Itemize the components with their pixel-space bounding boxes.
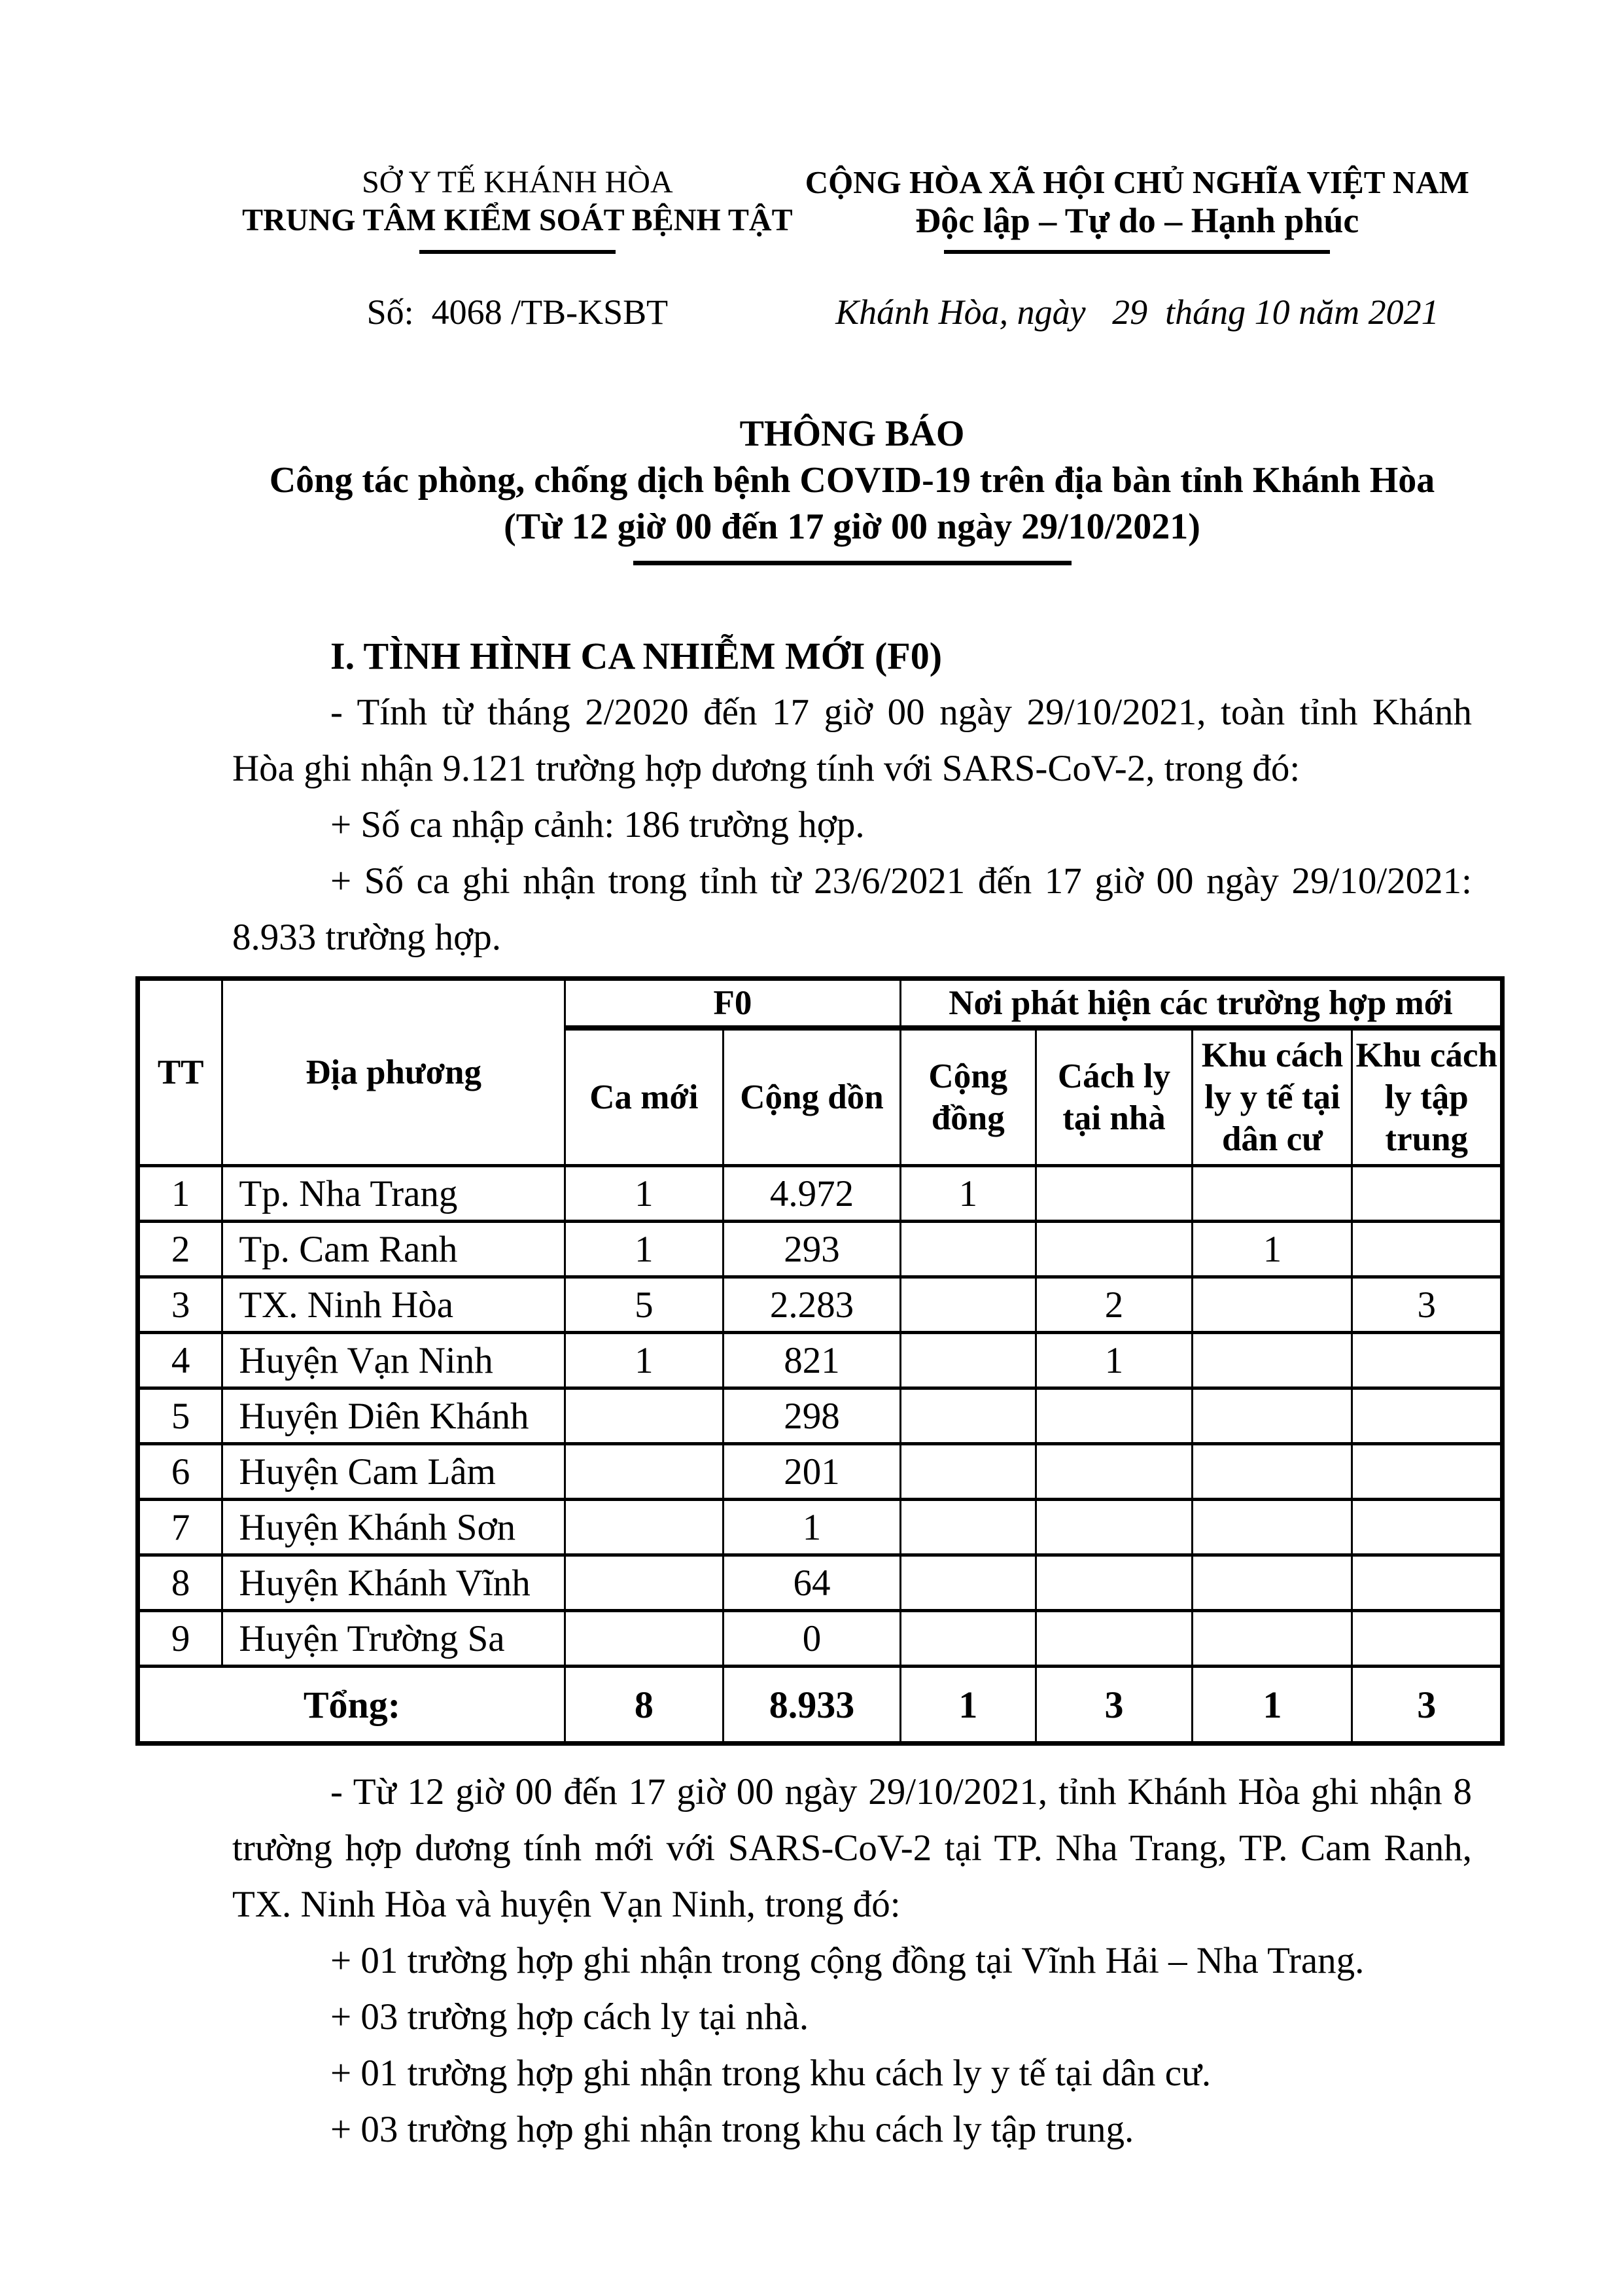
issuing-org-block xyxy=(232,164,803,254)
section-1-item-1: + Số ca nhập cảnh: 186 trường hợp. xyxy=(330,804,865,845)
after-table-item-1: + 01 trường hợp ghi nhận trong cộng đồng tại Vĩnh Hải – Nha Trang. xyxy=(330,1940,1365,1981)
cell-centralized xyxy=(1352,1333,1503,1388)
cell-medical-zone xyxy=(1193,1277,1352,1333)
section-1 xyxy=(232,628,1472,966)
cell-home-quarantine xyxy=(1036,1166,1193,1222)
col-group-detection-place: Nơi phát hiện các trường hợp mới xyxy=(901,979,1503,1029)
cell-home-quarantine xyxy=(1036,1222,1193,1277)
cell-locality: Tp. Nha Trang xyxy=(222,1166,565,1222)
table-row-8 xyxy=(138,1555,1503,1611)
cell-home-quarantine xyxy=(1036,1555,1193,1611)
cell-medical-zone xyxy=(1193,1500,1352,1555)
cell-locality: Huyện Vạn Ninh xyxy=(222,1333,565,1388)
cell-home-quarantine: 1 xyxy=(1036,1333,1193,1388)
total-label-cell: Tổng: xyxy=(138,1667,565,1744)
cell-tt: 6 xyxy=(138,1444,222,1500)
cell-community xyxy=(901,1277,1036,1333)
cell-centralized xyxy=(1352,1555,1503,1611)
cell-community xyxy=(901,1388,1036,1444)
cell-cumulative: 64 xyxy=(723,1555,900,1611)
cell-centralized xyxy=(1352,1611,1503,1667)
org-name: TRUNG TÂM KIỂM SOÁT BỆNH TẬT xyxy=(242,203,793,238)
section-1-item-2: + Số ca ghi nhận trong tỉnh từ 23/6/2021 đến 17 giờ 00 ngày 29/10/2021: 8.933 trường hợp. xyxy=(232,860,1472,958)
col-header-community: Cộng đồng xyxy=(901,1028,1036,1166)
cell-tt: 2 xyxy=(138,1222,222,1277)
total-new-cases: 8 xyxy=(565,1667,723,1744)
cell-centralized xyxy=(1352,1222,1503,1277)
cell-cumulative: 298 xyxy=(723,1388,900,1444)
total-community: 1 xyxy=(901,1667,1036,1744)
cell-centralized xyxy=(1352,1444,1503,1500)
cell-new-cases: 1 xyxy=(565,1222,723,1277)
cell-medical-zone: 1 xyxy=(1193,1222,1352,1277)
total-centralized: 3 xyxy=(1352,1667,1503,1744)
cell-tt: 3 xyxy=(138,1277,222,1333)
place-date-line: Khánh Hòa, ngày 29 tháng 10 năm 2021 xyxy=(835,292,1439,332)
col-header-new-cases: Ca mới xyxy=(565,1028,723,1166)
cell-new-cases xyxy=(565,1611,723,1667)
cell-locality: Huyện Cam Lâm xyxy=(222,1444,565,1500)
cell-new-cases: 5 xyxy=(565,1277,723,1333)
section-1-heading: I. TÌNH HÌNH CA NHIỄM MỚI (F0) xyxy=(330,635,943,677)
cell-home-quarantine xyxy=(1036,1444,1193,1500)
title-block xyxy=(232,411,1472,565)
cell-locality: TX. Ninh Hòa xyxy=(222,1277,565,1333)
after-table-paragraph: - Từ 12 giờ 00 đến 17 giờ 00 ngày 29/10/2021, tỉnh Khánh Hòa ghi nhận 8 trường hợp dương tính mới với SARS-CoV-2 tại TP. Nha Trang, TP. Cam Ranh, TX. Ninh Hòa và huyện Vạn Ninh, trong đó: xyxy=(232,1771,1472,1925)
national-motto-block xyxy=(803,164,1472,254)
title-underline xyxy=(633,561,1072,565)
total-home-quarantine: 3 xyxy=(1036,1667,1193,1744)
table-row-3 xyxy=(138,1277,1503,1333)
cell-locality: Huyện Diên Khánh xyxy=(222,1388,565,1444)
org-parent-name: SỞ Y TẾ KHÁNH HÒA xyxy=(362,165,673,200)
cell-tt: 7 xyxy=(138,1500,222,1555)
table-row-5 xyxy=(138,1388,1503,1444)
cell-locality: Huyện Khánh Sơn xyxy=(222,1500,565,1555)
total-cumulative: 8.933 xyxy=(723,1667,900,1744)
cell-medical-zone xyxy=(1193,1166,1352,1222)
col-header-locality: Địa phương xyxy=(222,979,565,1166)
cell-cumulative: 201 xyxy=(723,1444,900,1500)
table-group-header-row xyxy=(138,979,1503,1029)
cell-community xyxy=(901,1500,1036,1555)
document-subject-title: Công tác phòng, chống dịch bệnh COVID-19 trên địa bàn tỉnh Khánh Hòa xyxy=(269,460,1435,501)
cell-cumulative: 1 xyxy=(723,1500,900,1555)
col-header-medical-zone: Khu cách ly y tế tại dân cư xyxy=(1193,1028,1352,1166)
cell-community: 1 xyxy=(901,1166,1036,1222)
number-date-row xyxy=(232,291,1472,334)
cell-medical-zone xyxy=(1193,1555,1352,1611)
cell-cumulative: 0 xyxy=(723,1611,900,1667)
cell-new-cases: 1 xyxy=(565,1333,723,1388)
org-underline xyxy=(419,250,616,254)
cell-tt: 5 xyxy=(138,1388,222,1444)
table-total-row xyxy=(138,1667,1503,1744)
total-medical-zone: 1 xyxy=(1193,1667,1352,1744)
cell-locality: Huyện Trường Sa xyxy=(222,1611,565,1667)
cell-medical-zone xyxy=(1193,1444,1352,1500)
cell-new-cases xyxy=(565,1444,723,1500)
cell-cumulative: 4.972 xyxy=(723,1166,900,1222)
cell-community xyxy=(901,1555,1036,1611)
table-row-1 xyxy=(138,1166,1503,1222)
after-table-item-3: + 01 trường hợp ghi nhận trong khu cách ly y tế tại dân cư. xyxy=(330,2053,1212,2094)
national-title: CỘNG HÒA XÃ HỘI CHỦ NGHĨA VIỆT NAM xyxy=(805,164,1469,200)
col-header-cumulative: Cộng dồn xyxy=(723,1028,900,1166)
cell-medical-zone xyxy=(1193,1333,1352,1388)
cell-home-quarantine: 2 xyxy=(1036,1277,1193,1333)
cell-medical-zone xyxy=(1193,1388,1352,1444)
cell-home-quarantine xyxy=(1036,1500,1193,1555)
cell-new-cases: 1 xyxy=(565,1166,723,1222)
table-row-7 xyxy=(138,1500,1503,1555)
cell-new-cases xyxy=(565,1388,723,1444)
cell-cumulative: 821 xyxy=(723,1333,900,1388)
cell-tt: 9 xyxy=(138,1611,222,1667)
cell-new-cases xyxy=(565,1555,723,1611)
col-header-centralized: Khu cách ly tập trung xyxy=(1352,1028,1503,1166)
cell-centralized: 3 xyxy=(1352,1277,1503,1333)
table-row-9 xyxy=(138,1611,1503,1667)
cell-centralized xyxy=(1352,1166,1503,1222)
cell-community xyxy=(901,1222,1036,1277)
cell-new-cases xyxy=(565,1500,723,1555)
after-table-item-4: + 03 trường hợp ghi nhận trong khu cách ly tập trung. xyxy=(330,2109,1134,2150)
cell-tt: 4 xyxy=(138,1333,222,1388)
case-statistics-table xyxy=(135,976,1505,1746)
cell-tt: 8 xyxy=(138,1555,222,1611)
motto-underline xyxy=(944,250,1330,254)
after-table-section xyxy=(232,1764,1472,2158)
cell-locality: Tp. Cam Ranh xyxy=(222,1222,565,1277)
table-row-6 xyxy=(138,1444,1503,1500)
cell-centralized xyxy=(1352,1388,1503,1444)
cell-home-quarantine xyxy=(1036,1388,1193,1444)
col-header-tt: TT xyxy=(138,979,222,1166)
cell-community xyxy=(901,1444,1036,1500)
col-header-home-quarantine: Cách ly tại nhà xyxy=(1036,1028,1193,1166)
col-group-f0: F0 xyxy=(565,979,900,1029)
document-header xyxy=(232,164,1472,254)
document-period-title: (Từ 12 giờ 00 đến 17 giờ 00 ngày 29/10/2021) xyxy=(504,506,1200,547)
cell-cumulative: 2.283 xyxy=(723,1277,900,1333)
document-number: Số: 4068 /TB-KSBT xyxy=(366,292,669,332)
section-1-paragraph: - Tính từ tháng 2/2020 đến 17 giờ 00 ngày 29/10/2021, toàn tỉnh Khánh Hòa ghi nhận 9.121 trường hợp dương tính với SARS-CoV-2, trong đó: xyxy=(232,692,1472,789)
table-row-2 xyxy=(138,1222,1503,1277)
cell-home-quarantine xyxy=(1036,1611,1193,1667)
cell-locality: Huyện Khánh Vĩnh xyxy=(222,1555,565,1611)
cell-cumulative: 293 xyxy=(723,1222,900,1277)
cell-medical-zone xyxy=(1193,1611,1352,1667)
after-table-item-2: + 03 trường hợp cách ly tại nhà. xyxy=(330,1996,809,2038)
table-row-4 xyxy=(138,1333,1503,1388)
cell-tt: 1 xyxy=(138,1166,222,1222)
national-motto: Độc lập – Tự do – Hạnh phúc xyxy=(915,201,1359,240)
cell-centralized xyxy=(1352,1500,1503,1555)
cell-community xyxy=(901,1611,1036,1667)
cell-community xyxy=(901,1333,1036,1388)
document-type-title: THÔNG BÁO xyxy=(739,414,965,454)
